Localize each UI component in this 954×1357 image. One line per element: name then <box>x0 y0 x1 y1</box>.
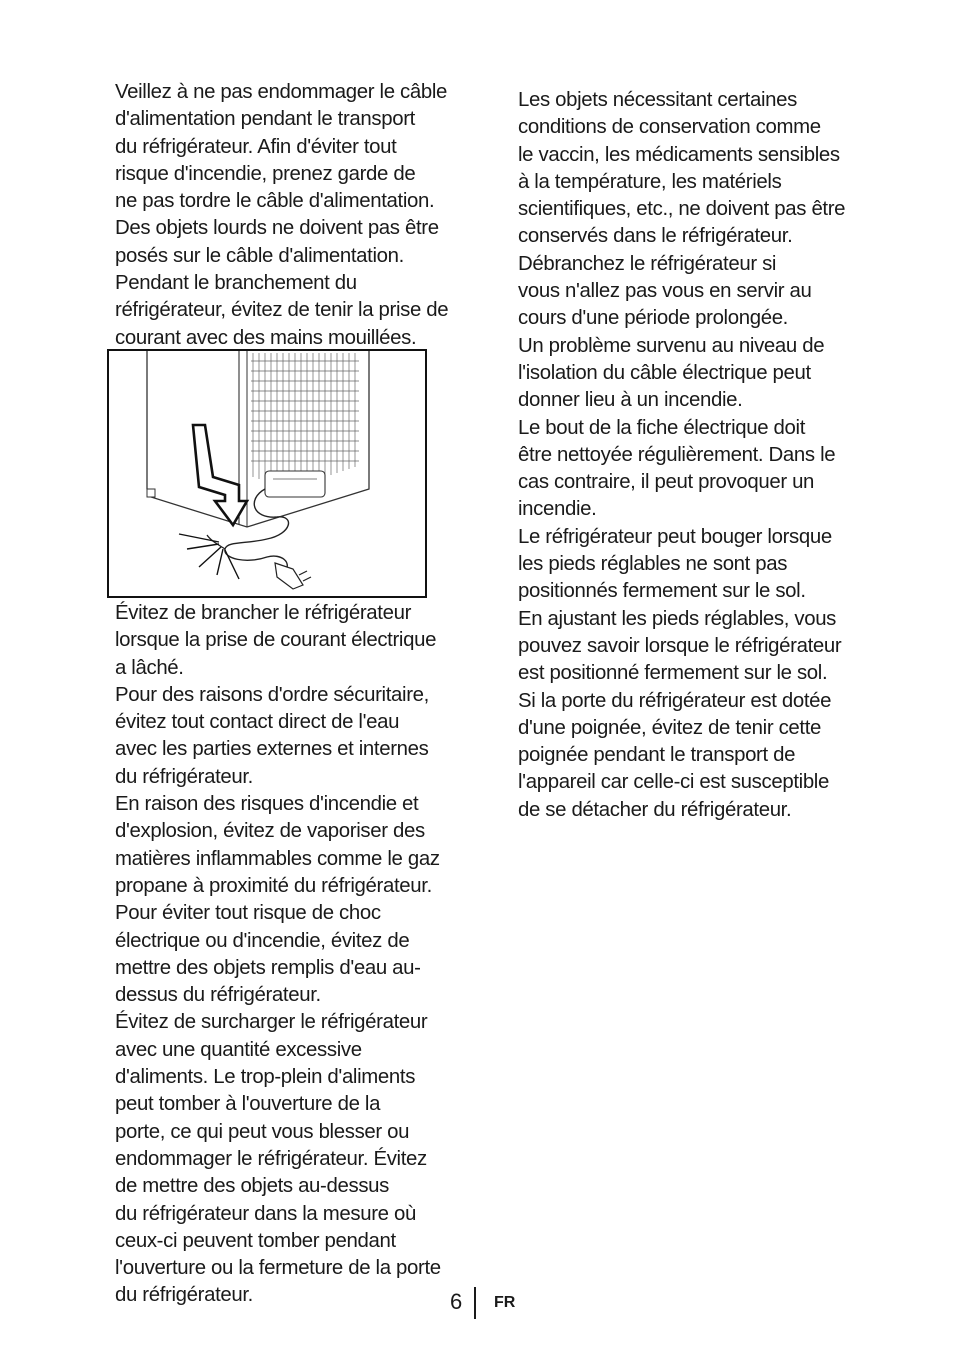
text-line: à la température, les matériels <box>518 170 782 193</box>
text-line: du réfrigérateur. Afin d'éviter tout <box>115 135 397 158</box>
text-line: posés sur le câble d'alimentation. <box>115 244 404 267</box>
text-line: endommager le réfrigérateur. Évitez <box>115 1147 427 1170</box>
text-line: risque d'incendie, prenez garde de <box>115 162 416 185</box>
text-line: dessus du réfrigérateur. <box>115 984 321 1007</box>
text-line: ne pas tordre le câble d'alimentation. <box>115 190 435 213</box>
left-column-bottom <box>115 600 475 1310</box>
text-line: scientifiques, etc., ne doivent pas être <box>518 198 846 221</box>
language-code: FR <box>494 1294 516 1311</box>
right-column <box>518 87 888 824</box>
text-line: avec les parties externes et internes <box>115 738 429 761</box>
text-line: pouvez savoir lorsque le réfrigérateur <box>518 634 842 657</box>
text-line: Un problème survenu au niveau de <box>518 334 825 357</box>
text-line: porte, ce qui peut vous blesser ou <box>115 1120 410 1143</box>
text-line: avec une quantité excessive <box>115 1038 362 1061</box>
text-line: vous n'allez pas vous en servir au <box>518 280 812 303</box>
text-line: positionnés fermement sur le sol. <box>518 580 806 603</box>
text-line: Veillez à ne pas endommager le câble <box>115 81 447 103</box>
text-line: du réfrigérateur dans la mesure où <box>115 1202 416 1225</box>
text-line: Pour éviter tout risque de choc <box>115 902 381 925</box>
text-line: du réfrigérateur. <box>115 1284 253 1307</box>
page-number: 6 <box>450 1289 463 1314</box>
text-line: mettre des objets remplis d'eau au- <box>115 956 421 979</box>
text-line: cas contraire, il peut provoquer un <box>518 471 815 494</box>
footer-divider <box>474 1287 476 1319</box>
text-line: matières inflammables comme le gaz <box>115 847 440 870</box>
text-line: a lâché. <box>115 656 184 679</box>
text-line: En raison des risques d'incendie et <box>115 793 419 816</box>
refrigerator-cable-illustration <box>107 349 427 598</box>
text-line: d'une poignée, évitez de tenir cette <box>518 716 822 739</box>
text-line: est positionné fermement sur le sol. <box>518 662 828 685</box>
text-line: de mettre des objets au-dessus <box>115 1175 389 1198</box>
text-line: les pieds réglables ne sont pas <box>518 553 788 576</box>
text-line: l'appareil car celle-ci est susceptible <box>518 771 829 794</box>
text-line: électrique ou d'incendie, évitez de <box>115 929 410 952</box>
text-line: Pendant le branchement du <box>115 272 357 295</box>
damaged-cable-lightning-icon <box>107 349 427 598</box>
text-line: poignée pendant le transport de <box>518 744 796 767</box>
text-line: Le réfrigérateur peut bouger lorsque <box>518 525 832 548</box>
text-line: propane à proximité du réfrigérateur. <box>115 874 432 897</box>
text-line: être nettoyée régulièrement. Dans le <box>518 443 836 466</box>
text-line: d'explosion, évitez de vaporiser des <box>115 820 425 843</box>
text-line: conditions de conservation comme <box>518 116 821 139</box>
text-line: ceux-ci peuvent tomber pendant <box>115 1229 396 1252</box>
text-line: En ajustant les pieds réglables, vous <box>518 607 837 630</box>
text-line: cours d'une période prolongée. <box>518 307 789 330</box>
text-line: Si la porte du réfrigérateur est dotée <box>518 689 832 712</box>
text-line: Pour des raisons d'ordre sécuritaire, <box>115 683 429 706</box>
text-line: lorsque la prise de courant électrique <box>115 629 437 652</box>
text-line: courant avec des mains mouillées. <box>115 326 417 349</box>
text-line: évitez tout contact direct de l'eau <box>115 711 400 734</box>
text-line: l'isolation du câble électrique peut <box>518 361 811 384</box>
left-column-top <box>115 79 475 352</box>
text-line: de se détacher du réfrigérateur. <box>518 798 792 821</box>
text-line: peut tomber à l'ouverture de la <box>115 1093 381 1116</box>
text-line: donner lieu à un incendie. <box>518 389 743 412</box>
text-line: conservés dans le réfrigérateur. <box>518 225 793 248</box>
text-line: réfrigérateur, évitez de tenir la prise de <box>115 299 449 322</box>
text-line: le vaccin, les médicaments sensibles <box>518 143 840 166</box>
text-line: Débranchez le réfrigérateur si <box>518 252 777 275</box>
text-line: Les objets nécessitant certaines <box>518 89 797 111</box>
text-line: l'ouverture ou la fermeture de la porte <box>115 1257 441 1280</box>
text-line: Des objets lourds ne doivent pas être <box>115 217 439 240</box>
text-line: Évitez de surcharger le réfrigérateur <box>115 1011 428 1034</box>
text-line: Évitez de brancher le réfrigérateur <box>115 602 412 624</box>
text-line: incendie. <box>518 498 597 521</box>
text-line: d'aliments. Le trop-plein d'aliments <box>115 1066 416 1089</box>
text-line: Le bout de la fiche électrique doit <box>518 416 806 439</box>
text-line: d'alimentation pendant le transport <box>115 108 415 131</box>
text-line: du réfrigérateur. <box>115 765 253 788</box>
